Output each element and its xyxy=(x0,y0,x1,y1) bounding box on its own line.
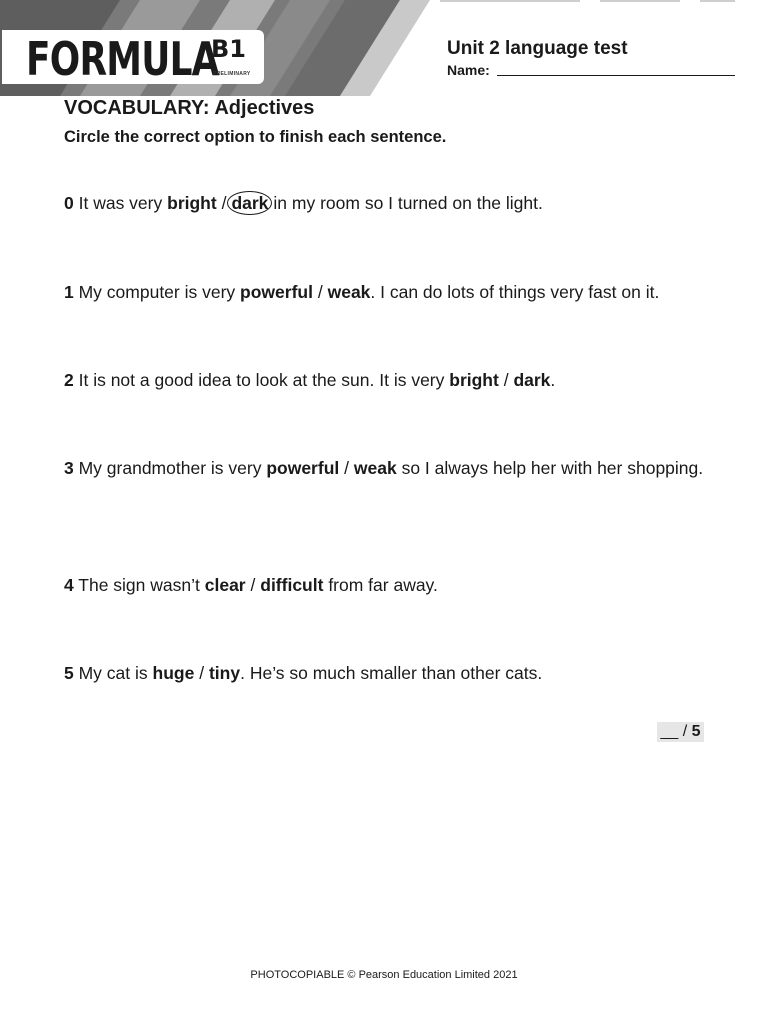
formula-logo xyxy=(2,30,264,84)
option-separator: / xyxy=(317,282,323,302)
option-a[interactable]: clear xyxy=(204,575,246,595)
question-number: 5 xyxy=(64,663,74,683)
footer-copyright: PHOTOCOPIABLE © Pearson Education Limited 2021 xyxy=(250,969,518,981)
question-text-before: The sign wasn’t xyxy=(78,575,200,595)
question-number: 1 xyxy=(64,282,74,302)
question-text-before: It is not a good idea to look at the sun. It is very xyxy=(78,370,445,390)
question-text-after: . He’s so much smaller than other cats. xyxy=(240,663,543,683)
option-separator: / xyxy=(250,575,256,595)
question-item-4 xyxy=(64,571,704,600)
question-item-5 xyxy=(64,659,704,688)
option-a[interactable]: huge xyxy=(152,663,195,683)
option-separator: / xyxy=(199,663,205,683)
question-item-1 xyxy=(64,278,704,307)
option-b[interactable]: tiny xyxy=(208,663,241,683)
section-title: VOCABULARY: Adjectives xyxy=(64,97,315,119)
question-number: 4 xyxy=(64,575,74,595)
option-b[interactable]: weak xyxy=(353,458,397,478)
option-a[interactable]: bright xyxy=(449,370,499,390)
question-number: 2 xyxy=(64,370,74,390)
option-a[interactable]: powerful xyxy=(240,282,313,302)
option-b-circled[interactable]: dark xyxy=(227,191,272,215)
score-box[interactable] xyxy=(657,722,704,742)
question-number: 0 xyxy=(64,193,74,213)
question-item-2 xyxy=(64,366,704,395)
option-b[interactable]: dark xyxy=(513,370,551,390)
question-text-before: It was very xyxy=(78,193,163,213)
option-a[interactable]: powerful xyxy=(266,458,340,478)
option-separator: / xyxy=(221,193,227,213)
question-text-before: My computer is very xyxy=(78,282,236,302)
question-text-after: in my room so I turned on the light. xyxy=(273,193,543,213)
question-text-after: from far away. xyxy=(328,575,438,595)
logo-subtitle: PRELIMINARY xyxy=(213,71,251,77)
score-separator: / xyxy=(682,723,688,740)
question-text-before: My cat is xyxy=(78,663,148,683)
question-text-before: My grandmother is very xyxy=(78,458,262,478)
instructions: Circle the correct option to finish each sentence. xyxy=(64,128,447,146)
score-total: 5 xyxy=(691,723,701,740)
logo-formula-text: FORMULA xyxy=(26,32,219,86)
test-title: Unit 2 language test xyxy=(447,38,628,59)
option-separator: / xyxy=(344,458,349,478)
option-b[interactable]: weak xyxy=(327,282,371,302)
question-text-after: . xyxy=(550,370,556,390)
option-b[interactable]: difficult xyxy=(260,575,324,595)
question-text-after: so I always help her with her shopping. xyxy=(401,458,704,478)
name-field-line[interactable] xyxy=(497,75,735,76)
question-item-3 xyxy=(64,454,704,483)
option-a[interactable]: bright xyxy=(167,193,217,213)
question-number: 3 xyxy=(64,458,74,478)
score-blank: __ xyxy=(660,723,679,740)
question-text-after: . I can do lots of things very fast on it. xyxy=(370,282,660,302)
name-label: Name: xyxy=(447,62,490,78)
question-item-0 xyxy=(64,189,704,218)
option-separator: / xyxy=(503,370,509,390)
logo-level-text: B1 xyxy=(211,35,246,63)
